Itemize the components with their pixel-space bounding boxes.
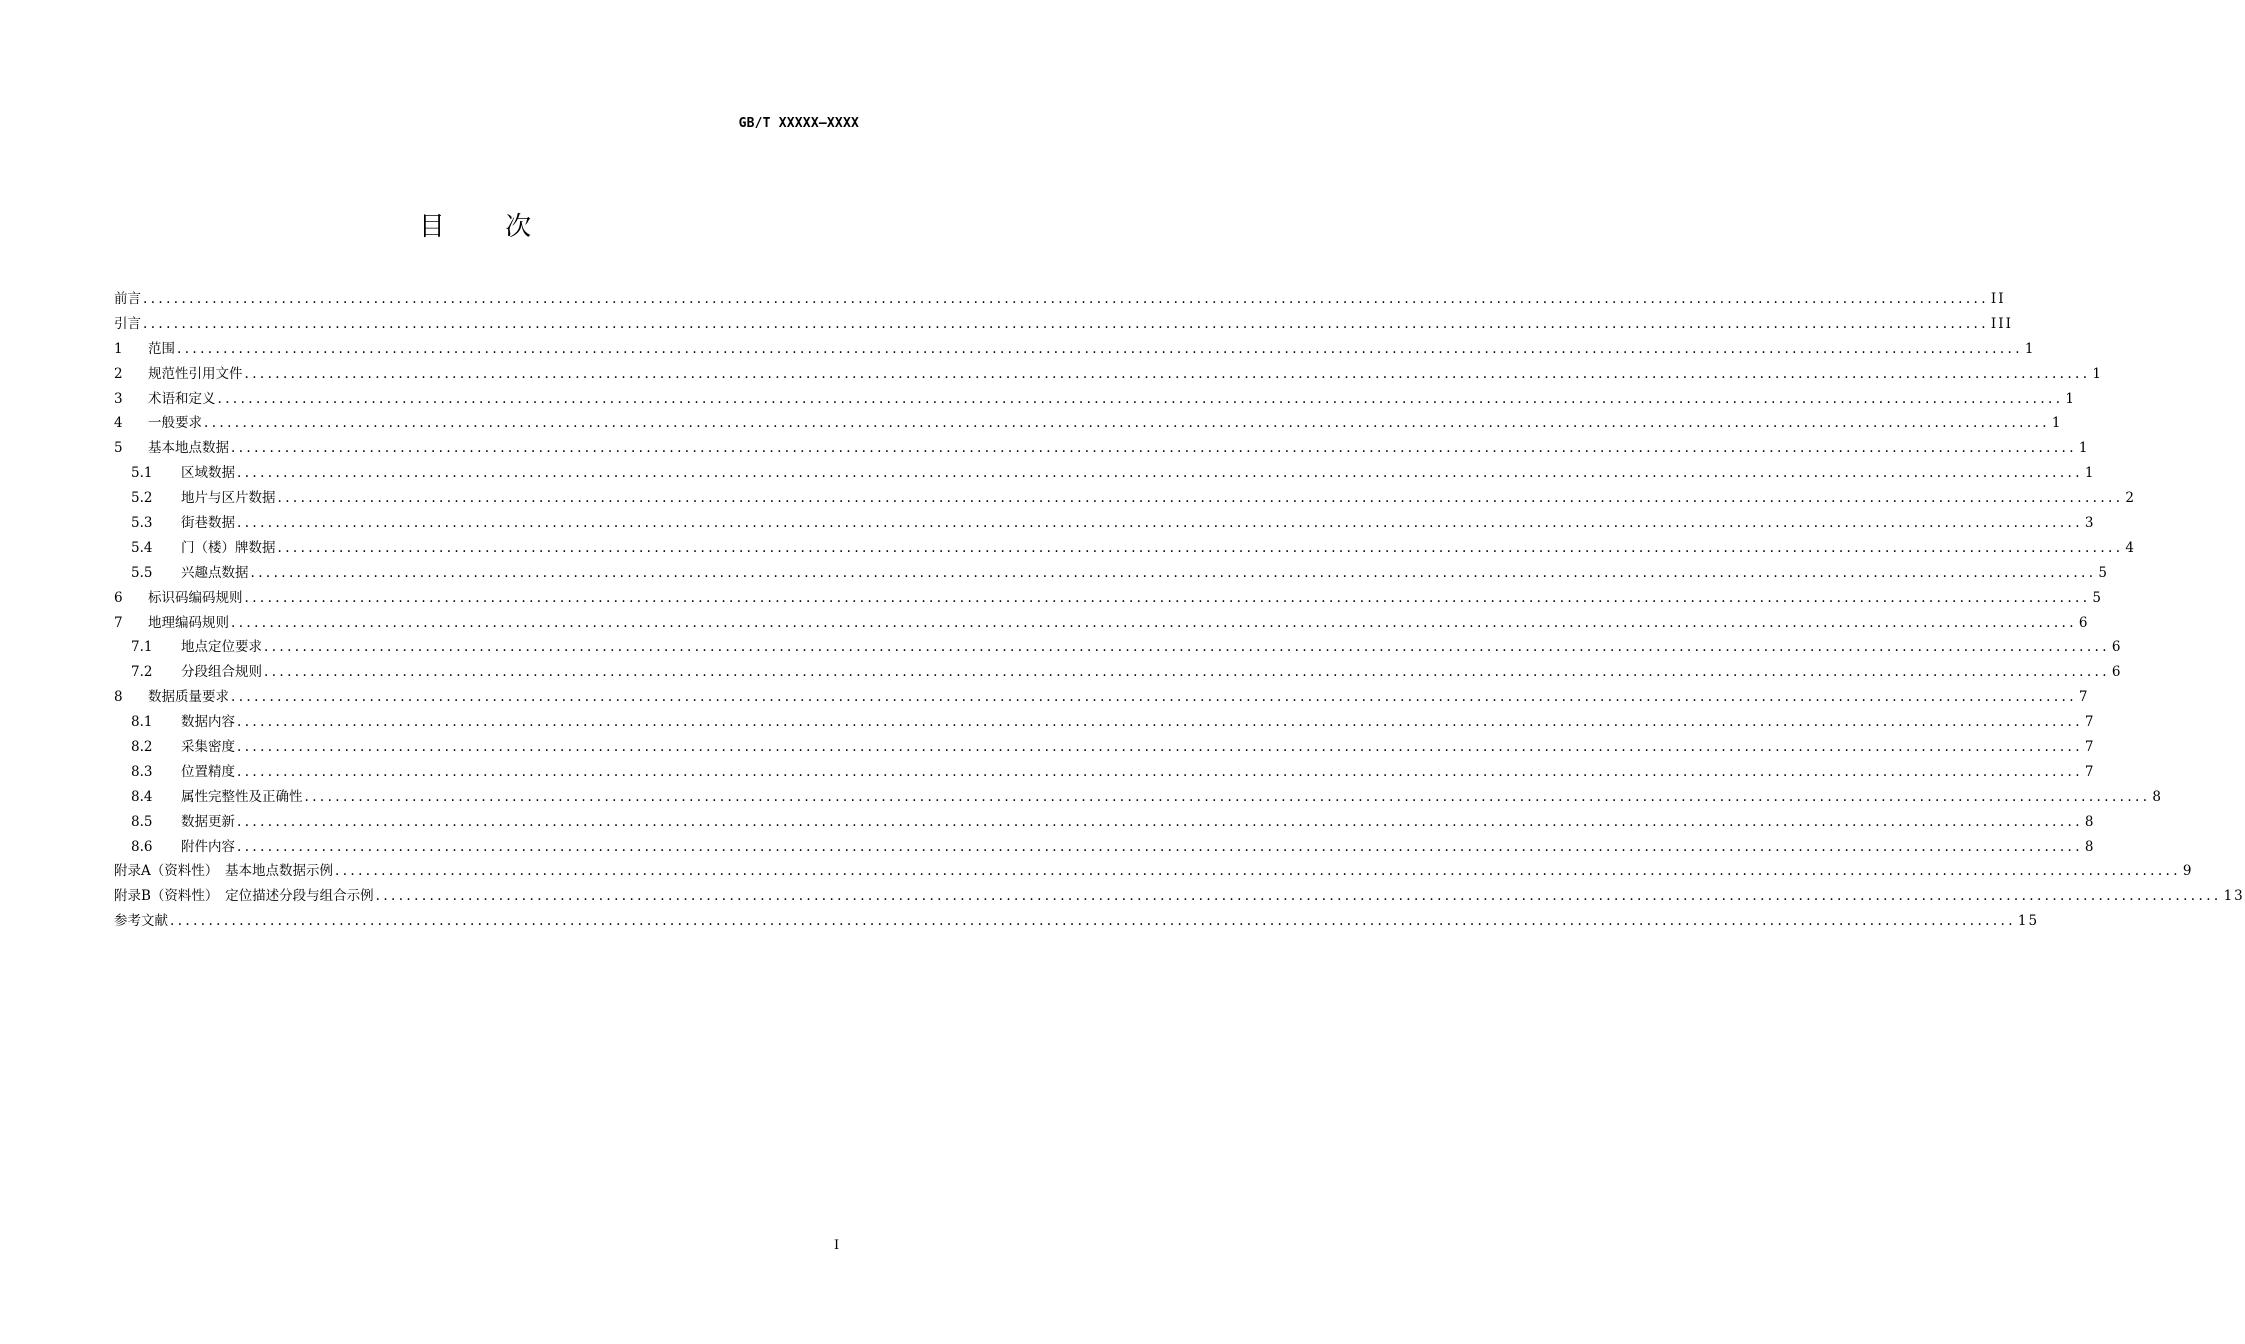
toc-entry-title: 引言 — [114, 315, 141, 332]
toc-entry-title: 地点定位要求 — [181, 639, 262, 656]
toc-entry-title: 数据更新 — [181, 813, 235, 830]
toc-entry-title: 地片与区片数据 — [181, 490, 276, 507]
toc-entry-number: 8.1 — [131, 714, 153, 731]
toc-entry-title: 附录A（资料性） 基本地点数据示例 — [114, 863, 333, 880]
toc-entry-page: 8 — [2084, 838, 2096, 855]
toc-entry-title: 参考文献 — [114, 913, 168, 930]
toc-entry-page: 15 — [2017, 913, 2040, 930]
toc-entry-page: 3 — [2084, 515, 2096, 532]
toc-leader-dots — [376, 888, 2222, 904]
toc-entry-title: 属性完整性及正确性 — [181, 788, 303, 805]
toc-leader-dots — [264, 639, 2110, 655]
toc-leader-dots — [264, 664, 2110, 680]
toc-entry[interactable] — [114, 312, 2013, 337]
toc-entry[interactable] — [114, 635, 2123, 660]
toc-entry-number: 5.2 — [131, 490, 153, 507]
toc-entry-number: 8.2 — [131, 739, 153, 756]
toc-entry-title: 采集密度 — [181, 739, 235, 756]
toc-leader-dots — [237, 515, 2083, 531]
toc-leader-dots — [251, 565, 2097, 581]
toc-entry-page: 7 — [2084, 714, 2096, 731]
toc-entry-title: 分段组合规则 — [181, 664, 262, 681]
toc-leader-dots — [218, 391, 2064, 407]
toc-entry-title: 门（楼）牌数据 — [181, 539, 276, 556]
toc-entry-page: 7 — [2084, 739, 2096, 756]
toc-entry-number: 5 — [114, 440, 123, 457]
toc-leader-dots — [237, 714, 2083, 730]
toc-entry-page: 1 — [2051, 415, 2063, 432]
toc-leader-dots — [177, 341, 2023, 357]
toc-entry-number: 8.6 — [131, 838, 153, 855]
toc-entry-title: 兴趣点数据 — [181, 564, 249, 581]
toc-entry-page: III — [1990, 315, 2013, 332]
toc-entry-page: 8 — [2084, 813, 2096, 830]
toc-leader-dots — [237, 739, 2083, 755]
toc-entry-number: 2 — [114, 365, 123, 382]
toc-entry-number: 6 — [114, 589, 123, 606]
toc-entry-page: 4 — [2125, 539, 2136, 556]
toc-leader-dots — [231, 689, 2077, 705]
toc-entry[interactable] — [114, 362, 2103, 387]
toc-entry[interactable] — [114, 536, 2136, 561]
toc-leader-dots — [305, 789, 2151, 805]
toc-entry[interactable] — [114, 387, 2076, 412]
toc-entry-page: 1 — [2092, 365, 2103, 382]
toc-entry-page: 6 — [2111, 639, 2123, 656]
toc-entry[interactable] — [114, 287, 2006, 312]
toc-leader-dots — [237, 814, 2083, 830]
toc-leader-dots — [170, 913, 2016, 929]
toc-leader-dots — [237, 465, 2083, 481]
toc-leader-dots — [143, 316, 1989, 332]
toc-entry-page: 5 — [2092, 589, 2103, 606]
toc-leader-dots — [237, 839, 2083, 855]
toc-entry-page: 7 — [2078, 689, 2090, 706]
toc-entry-number: 4 — [114, 415, 123, 432]
toc-entry-number: 8.3 — [131, 763, 153, 780]
toc-entry-page: 6 — [2078, 614, 2090, 631]
toc-leader-dots — [245, 590, 2091, 606]
toc-entry-page: II — [1990, 291, 2006, 307]
page-number: I — [834, 1238, 840, 1253]
toc-entry[interactable] — [114, 884, 2245, 909]
toc-entry-title: 范围 — [148, 340, 175, 357]
toc-entry-title: 基本地点数据 — [148, 440, 229, 457]
toc-entry-number: 7.1 — [131, 639, 153, 656]
toc-entry-title: 附录B（资料性） 定位描述分段与组合示例 — [114, 888, 374, 905]
toc-entry-title: 标识码编码规则 — [148, 589, 243, 606]
toc-entry[interactable] — [114, 909, 2040, 934]
standard-code: GB/T XXXXX—XXXX — [738, 116, 859, 131]
page-title: 目 次 — [418, 212, 558, 242]
toc-entry[interactable] — [114, 660, 2123, 685]
toc-entry-page: 1 — [2024, 340, 2036, 357]
toc-entry-title: 前言 — [114, 291, 141, 307]
toc-entry-number: 7.2 — [131, 664, 153, 681]
toc-entry-page: 7 — [2084, 763, 2096, 780]
toc-leader-dots — [143, 291, 1989, 307]
toc-entry-page: 13 — [2223, 888, 2245, 905]
toc-entry-number: 8.4 — [131, 788, 153, 805]
toc-entry[interactable] — [114, 586, 2103, 611]
toc-entry-title: 规范性引用文件 — [148, 365, 243, 382]
toc-entry-title: 数据内容 — [181, 714, 235, 731]
toc-entry[interactable] — [114, 710, 2096, 735]
toc-entry[interactable] — [114, 561, 2109, 586]
toc-entry-page: 6 — [2111, 664, 2123, 681]
toc-entry[interactable] — [114, 611, 2090, 636]
toc-entry-page: 2 — [2125, 490, 2136, 507]
toc-entry[interactable] — [114, 436, 2090, 461]
toc-leader-dots — [231, 615, 2077, 631]
toc-entry-title: 区域数据 — [181, 465, 235, 482]
toc-entry-number: 8.5 — [131, 813, 153, 830]
toc-leader-dots — [335, 863, 2181, 879]
table-of-contents — [114, 287, 2245, 934]
toc-entry[interactable] — [114, 411, 2063, 436]
toc-entry[interactable] — [114, 835, 2096, 860]
toc-leader-dots — [237, 764, 2083, 780]
toc-entry-page: 1 — [2065, 390, 2076, 407]
toc-entry-title: 地理编码规则 — [148, 614, 229, 631]
toc-entry[interactable] — [114, 511, 2096, 536]
toc-leader-dots — [231, 440, 2077, 456]
toc-leader-dots — [204, 415, 2050, 431]
toc-entry-number: 7 — [114, 614, 123, 631]
toc-entry-number: 5.1 — [131, 465, 153, 482]
toc-entry-number: 5.3 — [131, 515, 153, 532]
toc-entry[interactable] — [114, 461, 2096, 486]
toc-entry-title: 附件内容 — [181, 838, 235, 855]
toc-leader-dots — [278, 540, 2124, 556]
toc-entry[interactable] — [114, 810, 2096, 835]
toc-entry[interactable] — [114, 337, 2036, 362]
toc-entry-title: 术语和定义 — [148, 390, 216, 407]
toc-entry[interactable] — [114, 735, 2096, 760]
toc-entry-page: 1 — [2084, 465, 2096, 482]
toc-entry-page: 9 — [2182, 863, 2194, 880]
toc-entry-title: 数据质量要求 — [148, 689, 229, 706]
toc-entry-title: 位置精度 — [181, 763, 235, 780]
toc-entry-number: 3 — [114, 390, 123, 407]
toc-leader-dots — [245, 366, 2091, 382]
toc-entry[interactable] — [114, 785, 2163, 810]
toc-leader-dots — [278, 490, 2124, 506]
toc-entry-page: 5 — [2098, 564, 2109, 581]
toc-entry-page: 8 — [2152, 788, 2163, 805]
toc-entry[interactable] — [114, 760, 2096, 785]
toc-entry-title: 街巷数据 — [181, 515, 235, 532]
toc-entry[interactable] — [114, 486, 2136, 511]
toc-entry-number: 5.5 — [131, 564, 153, 581]
toc-entry-title: 一般要求 — [148, 415, 202, 432]
toc-entry-number: 1 — [114, 340, 123, 357]
toc-entry-page: 1 — [2078, 440, 2090, 457]
toc-entry-number: 8 — [114, 689, 123, 706]
toc-entry[interactable] — [114, 685, 2090, 710]
toc-entry-number: 5.4 — [131, 539, 153, 556]
toc-entry[interactable] — [114, 859, 2194, 884]
